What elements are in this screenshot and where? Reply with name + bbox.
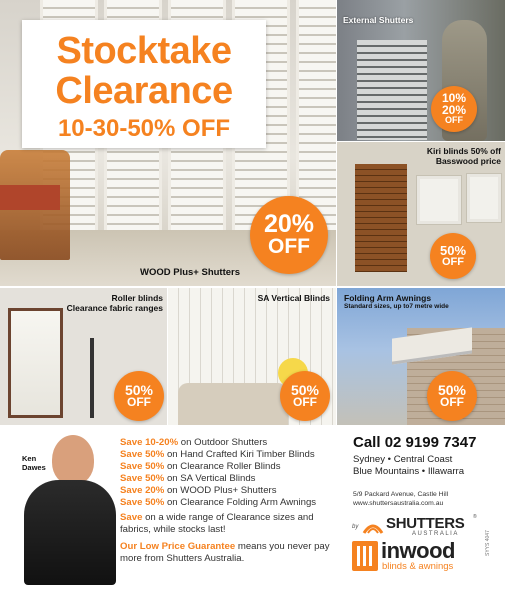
discount-badge [250, 196, 328, 274]
label-line2: Clearance fabric ranges [66, 303, 163, 313]
person-last-name: Dawes [22, 462, 46, 472]
logo-wordmark: SHUTTERS [386, 515, 465, 532]
picture-frame [467, 174, 501, 222]
kiri-blinds-panel [337, 142, 505, 286]
street-address: 5/9 Packard Avenue, Castle Hill [353, 491, 449, 498]
product-label: External Shutters [343, 15, 414, 25]
roller-blinds-panel [0, 288, 167, 425]
discount-badge [431, 86, 477, 132]
ad-code: SYYS 4047 [485, 530, 491, 556]
phone-number[interactable]: 02 9199 7347 [384, 434, 477, 451]
badge-value: 20% [263, 210, 315, 239]
note-text: means you never pay more from Shutters Australia. [120, 541, 330, 564]
badge-value: 50% [439, 242, 467, 258]
discount-badge [280, 371, 330, 421]
product-label [67, 293, 163, 313]
discount-badge [427, 371, 477, 421]
shutters-australia-logo [352, 514, 482, 540]
offer-text: on Clearance Roller Blinds [164, 461, 281, 472]
headline-discount: 10-30-50% OFF [57, 115, 231, 142]
hero-panel [0, 0, 336, 286]
clearance-note [120, 512, 335, 536]
shutters-logo-icon [362, 517, 384, 535]
title-box [22, 20, 266, 148]
badge-suffix: OFF [293, 394, 317, 409]
badge-suffix: OFF [442, 255, 464, 268]
person-body [24, 480, 116, 585]
badge-value: 50% [290, 381, 320, 398]
badge-value-top: 10% [441, 91, 467, 106]
inwood-logo-icon [355, 543, 375, 569]
offer-text: on WOOD Plus+ Shutters [164, 485, 277, 496]
external-shutters-panel [337, 0, 505, 141]
offer-highlight: Save 10-20% [120, 437, 179, 448]
offer-text: on Clearance Folding Arm Awnings [164, 497, 317, 508]
vertical-blinds-panel [168, 288, 336, 425]
locations-line1: Sydney • Central Coast [353, 454, 453, 465]
phone-line [353, 434, 476, 451]
headline-line1: Stocktake [56, 30, 232, 72]
offer-highlight: Save 50% [120, 461, 165, 472]
locations-line2: Blue Mountains • Illawarra [353, 466, 465, 477]
offer-item [120, 449, 345, 461]
headline-line2: Clearance [55, 70, 233, 112]
product-label [344, 293, 449, 311]
label-line2: Standard sizes, up to7 metre wide [344, 303, 449, 310]
product-label: WOOD Plus+ Shutters [140, 267, 241, 278]
offer-item [120, 473, 345, 485]
chair-seat [0, 185, 60, 210]
website-link[interactable]: www.shuttersaustralia.com.au [353, 500, 444, 507]
window-image [8, 308, 63, 418]
badge-suffix: OFF [440, 394, 464, 409]
label-line2: Basswood price [435, 156, 501, 166]
inwood-wordmark: inwood [381, 538, 455, 563]
picture-frame [417, 176, 461, 224]
offer-text: on SA Vertical Blinds [164, 473, 256, 484]
offer-highlight: Save 50% [120, 473, 165, 484]
locations [353, 454, 498, 478]
offer-item [120, 497, 345, 509]
badge-value-bottom: 20% [441, 102, 467, 117]
badge-value: 50% [437, 381, 467, 398]
label-line1: Folding Arm Awnings [344, 293, 432, 303]
logo-subtitle: AUSTRALIA [412, 531, 459, 537]
label-line1: Roller blinds [111, 293, 163, 303]
person-first-name: Ken [22, 454, 37, 463]
offer-highlight: Save 50% [120, 449, 165, 460]
registered-mark: ® [473, 514, 477, 520]
person-head [52, 435, 94, 485]
offer-highlight: Save 20% [120, 485, 165, 496]
note-text: on a wide range of Clearance sizes and fabrics, while stocks last! [120, 512, 314, 535]
offer-item [120, 485, 345, 497]
sofa-image [178, 383, 288, 425]
product-label: SA Vertical Blinds [257, 293, 330, 303]
offer-list [120, 437, 345, 509]
offer-item [120, 437, 345, 449]
label-line1: Kiri blinds 50% off [426, 146, 501, 156]
offer-text: on Hand Crafted Kiri Timber Blinds [164, 449, 315, 460]
product-label [427, 146, 501, 166]
discount-badge [430, 233, 476, 279]
inwood-subtitle: blinds & awnings [382, 561, 454, 572]
address [353, 490, 448, 508]
shutter-panel [296, 0, 336, 230]
badge-suffix: OFF [445, 115, 463, 126]
note-highlight: Our Low Price Guarantee [120, 541, 236, 552]
note-highlight: Save [120, 512, 143, 523]
timber-blind-image [355, 164, 407, 272]
offer-text: on Outdoor Shutters [178, 437, 268, 448]
badge-suffix: OFF [127, 394, 151, 409]
guarantee-note [120, 541, 335, 565]
offer-item [120, 461, 345, 473]
awnings-panel [337, 288, 505, 425]
call-label: Call [353, 434, 381, 451]
logo-by: by [352, 524, 359, 530]
lamp-image [90, 338, 94, 418]
badge-value: 50% [124, 381, 154, 398]
louvre-image [357, 40, 427, 140]
badge-suffix: OFF [268, 234, 310, 258]
offer-highlight: Save 50% [120, 497, 165, 508]
person-name [22, 455, 46, 472]
discount-badge [114, 371, 164, 421]
